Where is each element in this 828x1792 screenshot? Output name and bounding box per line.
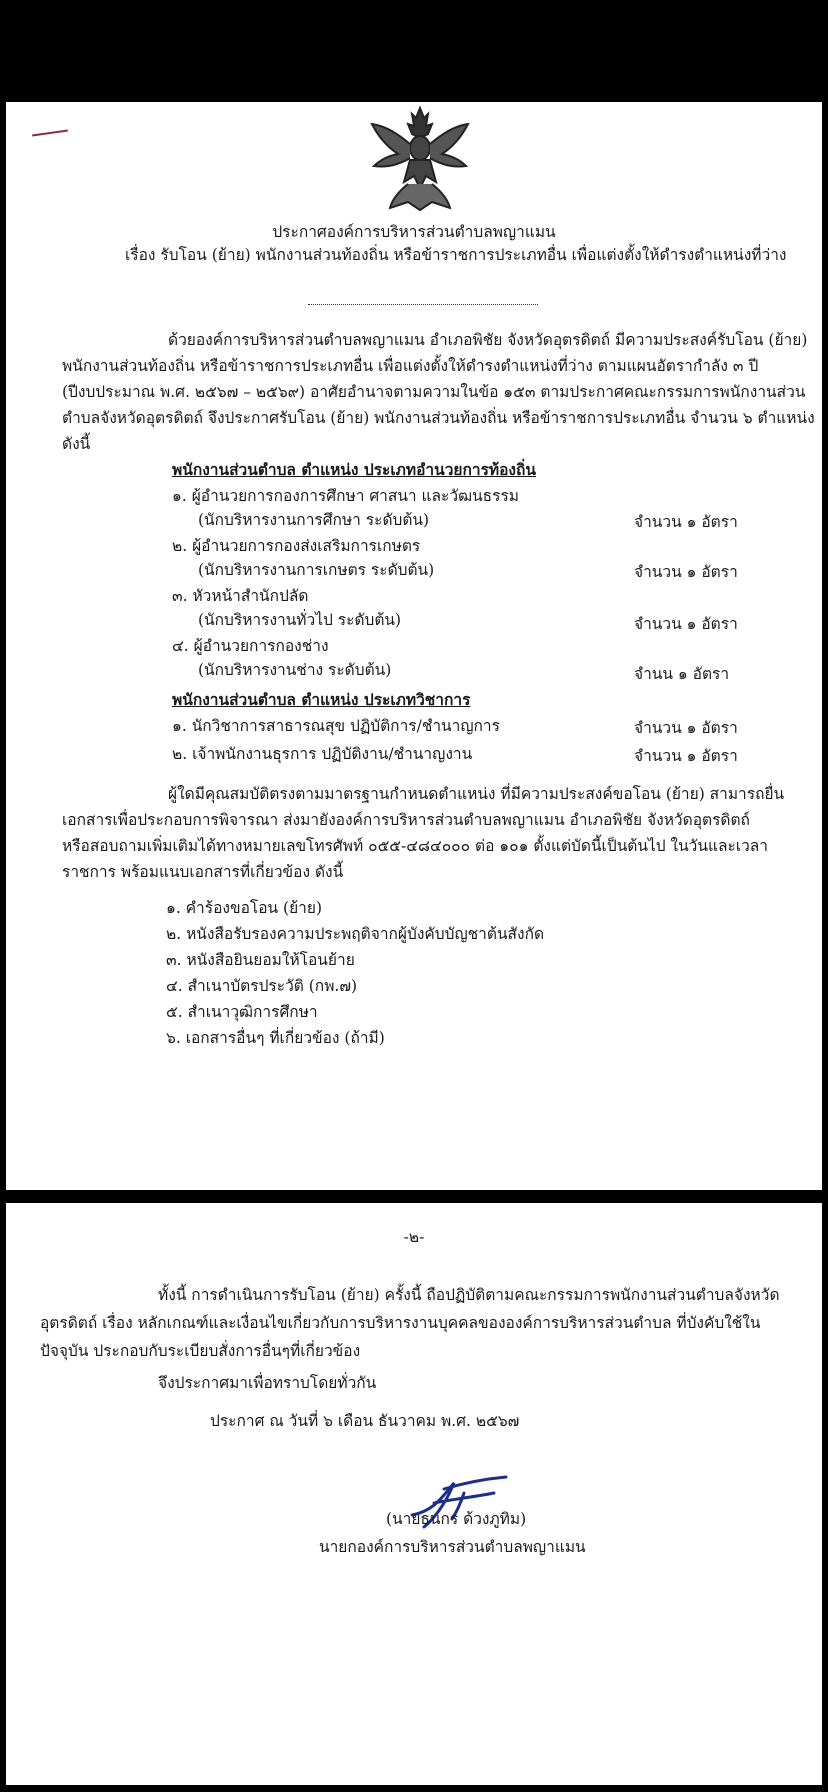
intro-line: ด้วยองค์การบริหารส่วนตำบลพญาแมน อำเภอพิชัย จังหวัดอุตรดิตถ์ มีความประสงค์รับโอน (ย้าย) [168, 331, 808, 349]
paragraph-line: ปัจจุบัน ประกอบกับระเบียบสั่งการอื่นๆที่เกี่ยวข้อง [40, 1342, 361, 1360]
paragraph-line: ผู้ใดมีคุณสมบัติตรงตามมาตรฐานกำหนดตำแหน่ง ที่มีความประสงค์ขอโอน (ย้าย) สามารถยื่น [168, 785, 785, 803]
section-heading-academic: พนักงานส่วนตำบล ตำแหน่ง ประเภทวิชาการ [172, 690, 471, 709]
document-item: ๖. เอกสารอื่นๆ ที่เกี่ยวข้อง (ถ้ามี) [166, 1029, 385, 1047]
position-title: ๒. ผู้อำนวยการกองส่งเสริมการเกษตร [172, 537, 421, 555]
announce-line: จึงประกาศมาเพื่อทราบโดยทั่วกัน [158, 1374, 377, 1392]
document-item: ๒. หนังสือรับรองความประพฤติจากผู้บังคับบัญชาต้นสังกัด [166, 925, 545, 943]
announcement-subject: เรื่อง รับโอน (ย้าย) พนักงานส่วนท้องถิ่น หรือข้าราชการประเภทอื่น เพื่อแต่งตั้งให้ดำรงตำแหน่งที่ว่าง [125, 246, 787, 264]
position-subtitle: (นักบริหารงานทั่วไป ระดับต้น) [198, 611, 402, 629]
section-heading-admin: พนักงานส่วนตำบล ตำแหน่ง ประเภทอำนวยการท้องถิ่น [172, 460, 536, 479]
intro-line: ดังนี้ [62, 435, 91, 453]
document-item: ๓. หนังสือยินยอมให้โอนย้าย [166, 951, 355, 969]
intro-line: ตำบลจังหวัดอุตรดิตถ์ จึงประกาศรับโอน (ย้าย) พนักงานส่วนท้องถิ่น หรือข้าราชการประเภทอื่น จำนวน ๖ ตำแหน่ง [62, 409, 815, 427]
intro-line: พนักงานส่วนท้องถิ่น หรือข้าราชการประเภทอื่น เพื่อแต่งตั้งให้ดำรงตำแหน่งที่ว่าง ตามแผนอัตรากำลัง ๓ ปี [62, 357, 759, 375]
announcement-title: ประกาศองค์การบริหารส่วนตำบลพญาแมน [272, 223, 556, 241]
page-number: -๒- [403, 1228, 425, 1246]
document-item: ๕. สำเนาวุฒิการศึกษา [166, 1003, 318, 1021]
paragraph-line: ราชการ พร้อมแนบเอกสารที่เกี่ยวข้อง ดังนี้ [62, 863, 344, 881]
position-subtitle: (นักบริหารงานการเกษตร ระดับต้น) [198, 561, 435, 579]
paragraph-line: หรือสอบถามเพิ่มเติมได้ทางหมายเลขโทรศัพท์ ๐๕๕-๔๘๔๐๐๐ ต่อ ๑๐๑ ตั้งแต่บัดนี้เป็นต้นไป ในวันและเวลา [62, 837, 768, 855]
garuda-emblem-icon [368, 104, 472, 214]
signer-name: (นายธนกร ด้วงภูทิม) [386, 1510, 527, 1528]
document-page-2 [6, 1203, 822, 1785]
position-title: ๔. ผู้อำนวยการกองช่าง [172, 637, 329, 655]
document-page-1 [6, 102, 822, 1190]
document-item: ๔. สำเนาบัตรประวัติ (กพ.๗) [166, 977, 358, 995]
document-item: ๑. คำร้องขอโอน (ย้าย) [166, 899, 322, 917]
paragraph-line: อุตรดิตถ์ เรื่อง หลักเกณฑ์และเงื่อนไขเกี่ยวกับการบริหารงานบุคคลขององค์การบริหารส่วนตำบล ที่บังคับใช้ใน [40, 1314, 761, 1332]
paragraph-line: ทั้งนี้ การดำเนินการรับโอน (ย้าย) ครั้งนี้ ถือปฏิบัติตามคณะกรรมการพนักงานส่วนตำบลจังหวัด [158, 1286, 780, 1304]
announcement-date: ประกาศ ณ วันที่ ๖ เดือน ธันวาคม พ.ศ. ๒๕๖๗ [210, 1412, 520, 1430]
position-title: ๑. ผู้อำนวยการกองการศึกษา ศาสนา และวัฒนธรรม [172, 487, 520, 505]
position-count: จำนวน ๑ อัตรา [634, 747, 738, 765]
position-count: จำนวน ๑ อัตรา [634, 615, 738, 633]
position-title: ๑. นักวิชาการสาธารณสุข ปฏิบัติการ/ชำนาญการ [172, 717, 500, 735]
position-count: จำนวน ๑ อัตรา [634, 513, 738, 531]
signer-title: นายกองค์การบริหารส่วนตำบลพญาแมน [319, 1538, 586, 1556]
intro-line: (ปีงบประมาณ พ.ศ. ๒๕๖๗ – ๒๕๖๙) อาศัยอำนาจตามความในข้อ ๑๕๓ ตามประกาศคณะกรรมการพนักงานส่วน [62, 383, 806, 401]
position-count: จำนน ๑ อัตรา [634, 665, 730, 683]
paragraph-line: เอกสารเพื่อประกอบการพิจารณา ส่งมายังองค์การบริหารส่วนตำบลพญาแมน อำเภอพิชัย จังหวัดอุตรดิตถ์ [62, 811, 750, 829]
position-count: จำนวน ๑ อัตรา [634, 719, 738, 737]
position-subtitle: (นักบริหารงานการศึกษา ระดับต้น) [198, 511, 430, 529]
position-subtitle: (นักบริหารงานช่าง ระดับต้น) [198, 661, 392, 679]
position-title: ๒. เจ้าพนักงานธุรการ ปฏิบัติงาน/ชำนาญงาน [172, 745, 473, 763]
pen-mark [32, 130, 68, 137]
position-title: ๓. หัวหน้าสำนักปลัด [172, 587, 309, 605]
dotted-divider [308, 304, 538, 305]
position-count: จำนวน ๑ อัตรา [634, 563, 738, 581]
